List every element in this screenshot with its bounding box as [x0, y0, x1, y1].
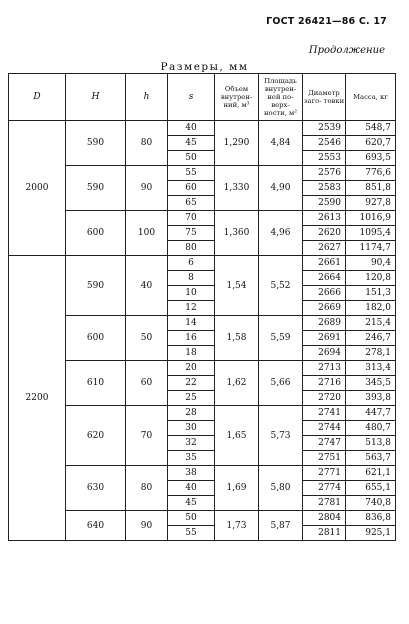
cell-blank-diameter: 2744 — [303, 421, 346, 436]
cell-H: 600 — [66, 211, 126, 256]
cell-area: 5,87 — [259, 511, 303, 541]
cell-s: 55 — [168, 166, 215, 181]
cell-h: 70 — [126, 406, 168, 466]
column-header-D: D — [9, 74, 66, 121]
cell-mass: 621,1 — [346, 466, 396, 481]
cell-s: 50 — [168, 151, 215, 166]
cell-mass: 655,1 — [346, 481, 396, 496]
cell-H: 590 — [66, 166, 126, 211]
cell-area: 5,80 — [259, 466, 303, 511]
cell-mass: 548,7 — [346, 121, 396, 136]
cell-mass: 278,1 — [346, 346, 396, 361]
cell-s: 75 — [168, 226, 215, 241]
cell-s: 12 — [168, 301, 215, 316]
cell-mass: 1174,7 — [346, 241, 396, 256]
cell-s: 35 — [168, 451, 215, 466]
cell-H: 590 — [66, 256, 126, 316]
cell-mass: 447,7 — [346, 406, 396, 421]
cell-blank-diameter: 2576 — [303, 166, 346, 181]
cell-blank-diameter: 2546 — [303, 136, 346, 151]
cell-mass: 151,3 — [346, 286, 396, 301]
cell-s: 25 — [168, 391, 215, 406]
cell-volume: 1,290 — [215, 121, 259, 166]
cell-area: 5,59 — [259, 316, 303, 361]
cell-area: 4,84 — [259, 121, 303, 166]
cell-area: 5,73 — [259, 406, 303, 466]
cell-blank-diameter: 2620 — [303, 226, 346, 241]
cell-blank-diameter: 2590 — [303, 196, 346, 211]
cell-blank-diameter: 2689 — [303, 316, 346, 331]
cell-blank-diameter: 2691 — [303, 331, 346, 346]
cell-volume: 1,360 — [215, 211, 259, 256]
cell-s: 45 — [168, 496, 215, 511]
dimensions-table — [8, 73, 396, 541]
column-header-volume: Объем внутрен- ний, м³ — [215, 74, 259, 121]
cell-h: 90 — [126, 511, 168, 541]
table-row — [9, 316, 396, 331]
cell-mass: 120,8 — [346, 271, 396, 286]
cell-h: 80 — [126, 121, 168, 166]
table-row — [9, 256, 396, 271]
cell-s: 80 — [168, 241, 215, 256]
cell-s: 50 — [168, 511, 215, 526]
cell-h: 40 — [126, 256, 168, 316]
cell-s: 14 — [168, 316, 215, 331]
continuation-label: Продолжение — [308, 45, 385, 56]
cell-h: 50 — [126, 316, 168, 361]
cell-blank-diameter: 2716 — [303, 376, 346, 391]
cell-volume: 1,69 — [215, 466, 259, 511]
cell-H: 640 — [66, 511, 126, 541]
cell-blank-diameter: 2669 — [303, 301, 346, 316]
cell-mass: 313,4 — [346, 361, 396, 376]
cell-area: 4,96 — [259, 211, 303, 256]
cell-blank-diameter: 2774 — [303, 481, 346, 496]
table-row — [9, 121, 396, 136]
cell-blank-diameter: 2720 — [303, 391, 346, 406]
column-header-mass: Масса, кг — [346, 74, 396, 121]
cell-volume: 1,65 — [215, 406, 259, 466]
column-header-blank-diameter: Диаметр заго- товки — [303, 74, 346, 121]
cell-blank-diameter: 2666 — [303, 286, 346, 301]
table-row — [9, 361, 396, 376]
cell-s: 65 — [168, 196, 215, 211]
cell-mass: 246,7 — [346, 331, 396, 346]
cell-blank-diameter: 2553 — [303, 151, 346, 166]
cell-blank-diameter: 2751 — [303, 451, 346, 466]
cell-s: 60 — [168, 181, 215, 196]
cell-blank-diameter: 2804 — [303, 511, 346, 526]
cell-blank-diameter: 2613 — [303, 211, 346, 226]
cell-blank-diameter: 2747 — [303, 436, 346, 451]
cell-D: 2000 — [9, 121, 66, 256]
cell-h: 80 — [126, 466, 168, 511]
cell-mass: 1095,4 — [346, 226, 396, 241]
cell-s: 70 — [168, 211, 215, 226]
cell-H: 610 — [66, 361, 126, 406]
cell-mass: 480,7 — [346, 421, 396, 436]
cell-blank-diameter: 2771 — [303, 466, 346, 481]
cell-mass: 182,0 — [346, 301, 396, 316]
cell-mass: 925,1 — [346, 526, 396, 541]
cell-mass: 513,8 — [346, 436, 396, 451]
cell-H: 600 — [66, 316, 126, 361]
cell-area: 5,66 — [259, 361, 303, 406]
cell-mass: 215,4 — [346, 316, 396, 331]
cell-s: 55 — [168, 526, 215, 541]
table-header-row — [9, 74, 396, 121]
cell-H: 590 — [66, 121, 126, 166]
cell-s: 10 — [168, 286, 215, 301]
table-body — [9, 121, 396, 541]
cell-s: 22 — [168, 376, 215, 391]
cell-mass: 620,7 — [346, 136, 396, 151]
column-header-h: h — [126, 74, 168, 121]
cell-blank-diameter: 2583 — [303, 181, 346, 196]
cell-s: 45 — [168, 136, 215, 151]
table-row — [9, 406, 396, 421]
cell-blank-diameter: 2661 — [303, 256, 346, 271]
cell-s: 18 — [168, 346, 215, 361]
cell-H: 620 — [66, 406, 126, 466]
cell-blank-diameter: 2741 — [303, 406, 346, 421]
column-header-s: s — [168, 74, 215, 121]
cell-mass: 927,8 — [346, 196, 396, 211]
cell-mass: 836,8 — [346, 511, 396, 526]
table-row — [9, 211, 396, 226]
cell-mass: 740,8 — [346, 496, 396, 511]
cell-s: 20 — [168, 361, 215, 376]
cell-blank-diameter: 2664 — [303, 271, 346, 286]
table-caption: Размеры, мм — [160, 61, 249, 73]
cell-h: 90 — [126, 166, 168, 211]
cell-blank-diameter: 2539 — [303, 121, 346, 136]
cell-blank-diameter: 2694 — [303, 346, 346, 361]
cell-volume: 1,54 — [215, 256, 259, 316]
cell-volume: 1,58 — [215, 316, 259, 361]
cell-s: 8 — [168, 271, 215, 286]
cell-mass: 345,5 — [346, 376, 396, 391]
page-header: ГОСТ 26421—86 С. 17 — [266, 16, 387, 27]
table-row — [9, 466, 396, 481]
column-header-H: H — [66, 74, 126, 121]
cell-mass: 693,5 — [346, 151, 396, 166]
cell-mass: 90,4 — [346, 256, 396, 271]
column-header-area: Площадь внутрен- ней по- верх- ности, м² — [259, 74, 303, 121]
cell-s: 16 — [168, 331, 215, 346]
cell-h: 60 — [126, 361, 168, 406]
cell-h: 100 — [126, 211, 168, 256]
cell-mass: 563,7 — [346, 451, 396, 466]
cell-H: 630 — [66, 466, 126, 511]
cell-s: 28 — [168, 406, 215, 421]
cell-s: 40 — [168, 121, 215, 136]
cell-mass: 851,8 — [346, 181, 396, 196]
cell-s: 38 — [168, 466, 215, 481]
cell-area: 5,52 — [259, 256, 303, 316]
cell-mass: 776,6 — [346, 166, 396, 181]
cell-blank-diameter: 2713 — [303, 361, 346, 376]
table-row — [9, 166, 396, 181]
cell-blank-diameter: 2781 — [303, 496, 346, 511]
cell-s: 32 — [168, 436, 215, 451]
cell-volume: 1,62 — [215, 361, 259, 406]
cell-blank-diameter: 2627 — [303, 241, 346, 256]
cell-volume: 1,330 — [215, 166, 259, 211]
cell-s: 30 — [168, 421, 215, 436]
cell-D: 2200 — [9, 256, 66, 541]
cell-mass: 1016,9 — [346, 211, 396, 226]
cell-area: 4,90 — [259, 166, 303, 211]
cell-s: 40 — [168, 481, 215, 496]
cell-mass: 393,8 — [346, 391, 396, 406]
cell-s: 6 — [168, 256, 215, 271]
cell-blank-diameter: 2811 — [303, 526, 346, 541]
table-row — [9, 511, 396, 526]
cell-volume: 1,73 — [215, 511, 259, 541]
